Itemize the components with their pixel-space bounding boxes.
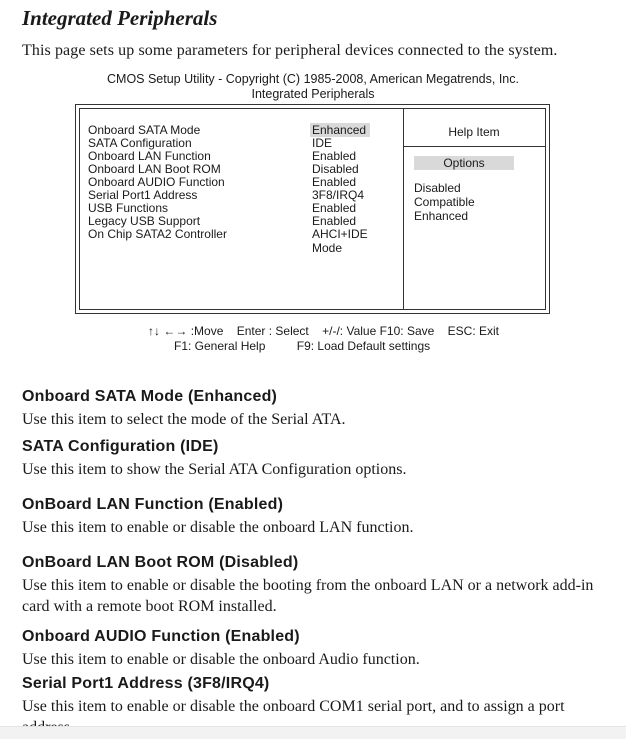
bios-item-value[interactable]: Enabled <box>312 201 357 215</box>
key-f9-defaults: F9: Load Default settings <box>296 339 431 353</box>
section-text-sata-configuration: Use this item to show the Serial ATA Configuration options. <box>22 461 407 478</box>
key-f1-help: F1: General Help <box>174 339 266 353</box>
bios-item-value[interactable]: Enhanced <box>310 123 370 137</box>
section-heading-onboard-lan-function: OnBoard LAN Function (Enabled) <box>22 496 284 513</box>
key-move-label: :Move <box>190 324 224 338</box>
section-heading-sata-configuration: SATA Configuration (IDE) <box>22 438 219 455</box>
key-value: +/-/: Value <box>322 324 377 338</box>
page-bottom-edge <box>0 726 626 739</box>
section-heading-onboard-audio-function: Onboard AUDIO Function (Enabled) <box>22 628 300 645</box>
bios-inner-frame <box>79 108 546 310</box>
arrow-keys-icon: ↑↓ ←→ <box>148 324 188 338</box>
intro-paragraph: This page sets up some parameters for peripheral devices connected to the system. <box>22 42 558 59</box>
bios-item-onboard-audio-function[interactable] <box>88 175 400 189</box>
bios-item-label: Legacy USB Support <box>88 214 201 228</box>
bios-screen-title: Integrated Peripherals <box>251 87 375 101</box>
bios-item-label: Onboard SATA Mode <box>88 123 201 137</box>
bios-item-value[interactable]: Enabled <box>312 175 357 189</box>
bios-item-sata-configuration[interactable] <box>88 136 400 150</box>
help-item-title: Help Item <box>448 125 500 139</box>
key-f10-save: F10: Save <box>379 324 435 338</box>
bios-item-value[interactable]: AHCI+IDE Mode <box>312 227 368 255</box>
option-enhanced[interactable]: Enhanced <box>414 209 469 223</box>
bios-setup-screen <box>75 104 550 314</box>
bios-item-value[interactable]: Disabled <box>312 162 359 176</box>
page-title: Integrated Peripherals <box>22 6 218 30</box>
bios-item-value[interactable]: Enabled <box>312 214 357 228</box>
section-text-serial-port1-address: Use this item to enable or disable the onboard COM1 serial port, and to assign a port <box>22 698 565 715</box>
bios-key-legend-line2 <box>174 339 430 353</box>
key-enter-select: Enter : Select <box>236 324 309 338</box>
option-compatible[interactable]: Compatible <box>414 195 475 209</box>
bios-item-label: USB Functions <box>88 201 169 215</box>
bios-item-on-chip-sata2-controller[interactable] <box>88 227 400 255</box>
help-panel-divider <box>403 109 404 309</box>
section-heading-serial-port1-address: Serial Port1 Address (3F8/IRQ4) <box>22 675 270 692</box>
key-esc-exit: ESC: Exit <box>447 324 499 338</box>
bios-item-label: Onboard AUDIO Function <box>88 175 225 189</box>
option-disabled[interactable]: Disabled <box>414 181 461 195</box>
bios-item-legacy-usb-support[interactable] <box>88 214 400 228</box>
section-heading-onboard-sata-mode: Onboard SATA Mode (Enhanced) <box>22 388 278 405</box>
bios-item-value[interactable]: IDE <box>312 136 333 150</box>
bios-item-onboard-lan-boot-rom[interactable] <box>88 162 400 176</box>
options-header: Options <box>414 156 514 170</box>
bios-item-value[interactable]: Enabled <box>312 149 357 163</box>
bios-item-onboard-sata-mode[interactable] <box>88 123 400 137</box>
section-text-onboard-lan-boot-rom: Use this item to enable or disable the booting from the onboard LAN or a network add-in card with a remote boot ROM installed. <box>22 577 594 615</box>
section-text-onboard-lan-function: Use this item to enable or disable the onboard LAN function. <box>22 519 414 536</box>
bios-item-serial-port1-address[interactable] <box>88 188 400 202</box>
bios-item-label: Onboard LAN Function <box>88 149 211 163</box>
bios-item-label: Serial Port1 Address <box>88 188 198 202</box>
bios-key-legend-line1 <box>148 324 499 338</box>
bios-copyright-header: CMOS Setup Utility - Copyright (C) 1985-2008, American Megatrends, Inc. <box>107 72 519 86</box>
bios-item-usb-functions[interactable] <box>88 201 400 215</box>
section-text-onboard-sata-mode: Use this item to select the mode of the Serial ATA. <box>22 411 346 428</box>
section-heading-onboard-lan-boot-rom: OnBoard LAN Boot ROM (Disabled) <box>22 554 299 571</box>
bios-item-label: On Chip SATA2 Controller <box>88 227 227 241</box>
bios-item-value[interactable]: 3F8/IRQ4 <box>312 188 365 202</box>
bios-item-onboard-lan-function[interactable] <box>88 149 400 163</box>
help-title-separator <box>403 146 545 147</box>
bios-item-label: SATA Configuration <box>88 136 192 150</box>
section-text-onboard-audio-function: Use this item to enable or disable the onboard Audio function. <box>22 651 420 668</box>
bios-item-label: Onboard LAN Boot ROM <box>88 162 221 176</box>
